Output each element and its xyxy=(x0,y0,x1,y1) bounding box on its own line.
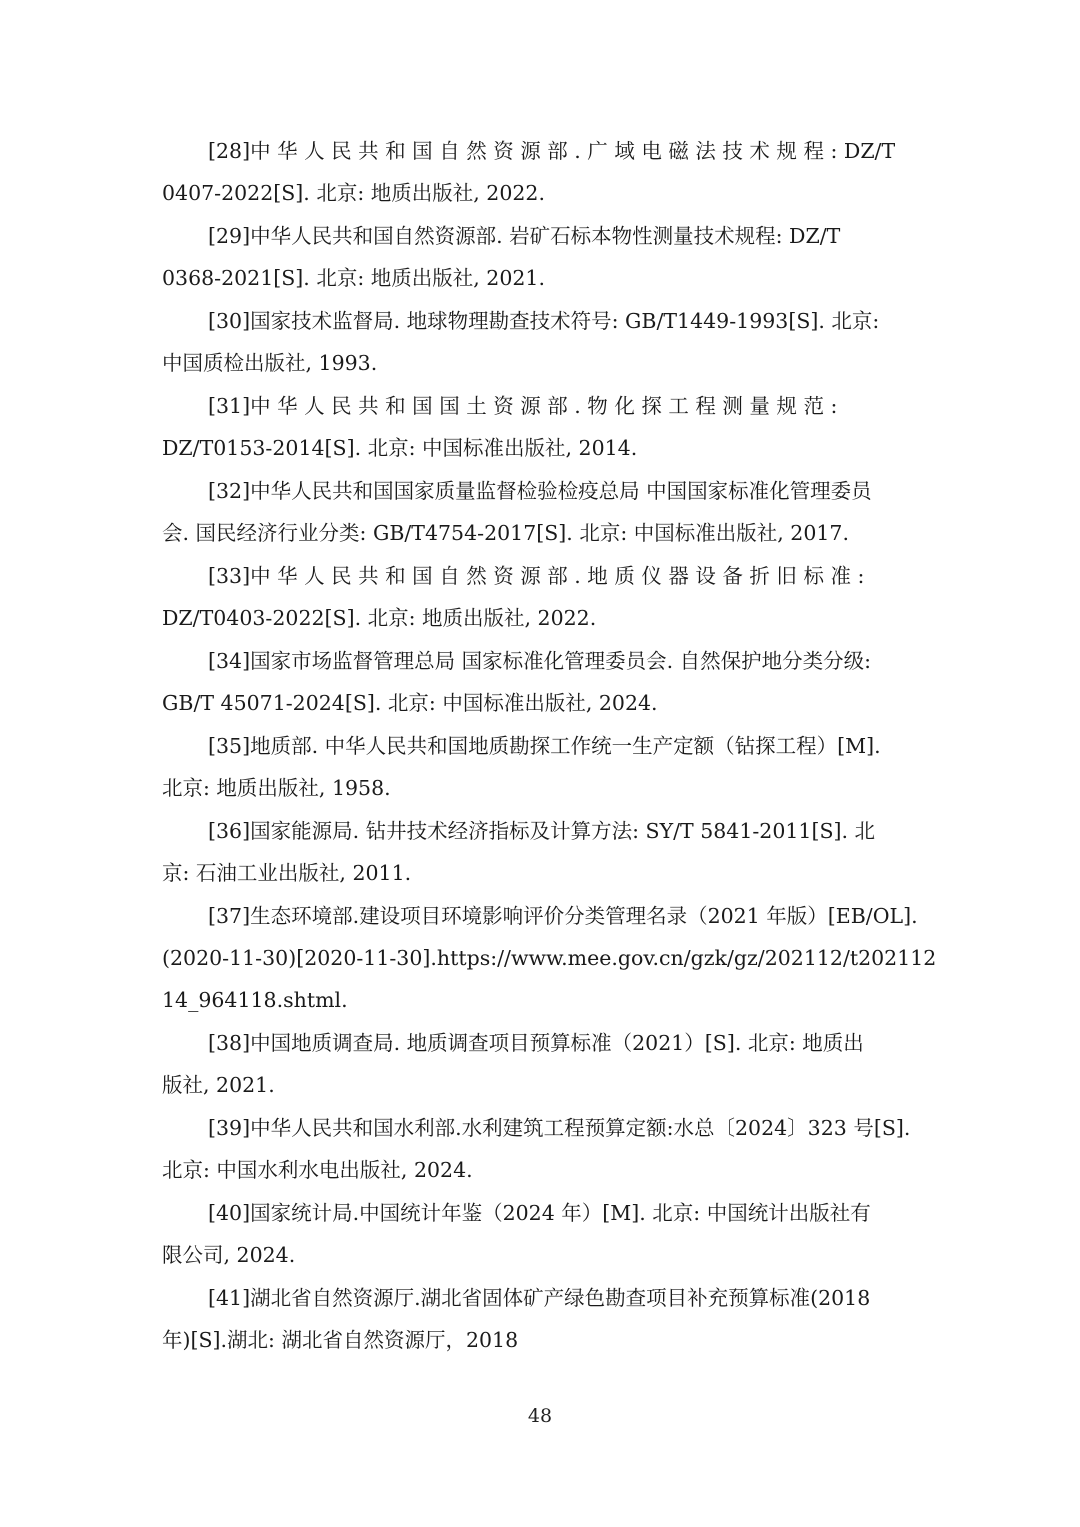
reference-line: 京: 石油工业出版社, 2011. xyxy=(162,861,412,885)
reference-38 xyxy=(162,1022,922,1107)
reference-34 xyxy=(162,640,922,725)
reference-line: [41]湖北省自然资源厅.湖北省固体矿产绿色勘查项目补充预算标准(2018 xyxy=(208,1286,871,1310)
reference-40 xyxy=(162,1192,922,1277)
reference-line: 14_964118.shtml. xyxy=(162,988,348,1012)
reference-line: [36]国家能源局. 钻井技术经济指标及计算方法: SY/T 5841-2011[S]. 北 xyxy=(208,819,876,843)
reference-37 xyxy=(162,895,937,1022)
reference-line: 会. 国民经济行业分类: GB/T4754-2017[S]. 北京: 中国标准出版社, 2017. xyxy=(162,521,849,545)
reference-35 xyxy=(162,725,922,810)
reference-39 xyxy=(162,1107,922,1192)
reference-30 xyxy=(162,300,922,385)
reference-29 xyxy=(162,215,922,300)
reference-line: GB/T 45071-2024[S]. 北京: 中国标准出版社, 2024. xyxy=(162,691,658,715)
reference-line: [34]国家市场监督管理总局 国家标准化管理委员会. 自然保护地分类分级: xyxy=(208,649,872,673)
reference-line: [31]中 华 人 民 共 和 国 国 土 资 源 部 . 物 化 探 工 程 测 量 规 范 : xyxy=(208,394,838,418)
reference-line: 0368-2021[S]. 北京: 地质出版社, 2021. xyxy=(162,266,545,290)
reference-line: [38]中国地质调查局. 地质调查项目预算标准（2021）[S]. 北京: 地质出 xyxy=(208,1031,864,1055)
reference-line: (2020-11-30)[2020-11-30].https://www.mee.gov.cn/gzk/gz/202112/t202112 xyxy=(162,946,937,970)
page-number: 48 xyxy=(527,1405,553,1427)
reference-line: 中国质检出版社, 1993. xyxy=(162,351,378,375)
reference-line: [32]中华人民共和国国家质量监督检验检疫总局 中国国家标准化管理委员 xyxy=(208,479,872,503)
reference-line: [33]中 华 人 民 共 和 国 自 然 资 源 部 . 地 质 仪 器 设 备 折 旧 标 准 : xyxy=(208,564,865,588)
reference-line: [39]中华人民共和国水利部.水利建筑工程预算定额:水总〔2024〕323 号[S]. xyxy=(208,1116,911,1140)
reference-list xyxy=(162,130,937,1362)
reference-line: 北京: 中国水利水电出版社, 2024. xyxy=(162,1158,473,1182)
reference-28 xyxy=(162,130,922,215)
reference-36 xyxy=(162,810,922,895)
reference-33 xyxy=(162,555,922,640)
reference-line: [37]生态环境部.建设项目环境影响评价分类管理名录（2021 年版）[EB/OL]. xyxy=(208,904,918,928)
reference-line: 0407-2022[S]. 北京: 地质出版社, 2022. xyxy=(162,181,545,205)
reference-line: 限公司, 2024. xyxy=(162,1243,296,1267)
reference-line: DZ/T0153-2014[S]. 北京: 中国标准出版社, 2014. xyxy=(162,436,638,460)
reference-line: DZ/T0403-2022[S]. 北京: 地质出版社, 2022. xyxy=(162,606,597,630)
reference-line: [30]国家技术监督局. 地球物理勘查技术符号: GB/T1449-1993[S]. 北京: xyxy=(208,309,880,333)
reference-line: [29]中华人民共和国自然资源部. 岩矿石标本物性测量技术规程: DZ/T xyxy=(208,224,841,248)
reference-32 xyxy=(162,470,922,555)
reference-line: [35]地质部. 中华人民共和国地质勘探工作统一生产定额（钻探工程）[M]. xyxy=(208,734,881,758)
reference-line: [28]中 华 人 民 共 和 国 自 然 资 源 部 . 广 域 电 磁 法 技 术 规 程 : DZ/T xyxy=(208,139,896,163)
reference-line: 版社, 2021. xyxy=(162,1073,275,1097)
reference-31 xyxy=(162,385,922,470)
reference-line: [40]国家统计局.中国统计年鉴（2024 年）[M]. 北京: 中国统计出版社有 xyxy=(208,1201,871,1225)
reference-41 xyxy=(162,1277,922,1362)
reference-line: 年)[S].湖北: 湖北省自然资源厅，2018 xyxy=(162,1328,519,1352)
reference-line: 北京: 地质出版社, 1958. xyxy=(162,776,391,800)
